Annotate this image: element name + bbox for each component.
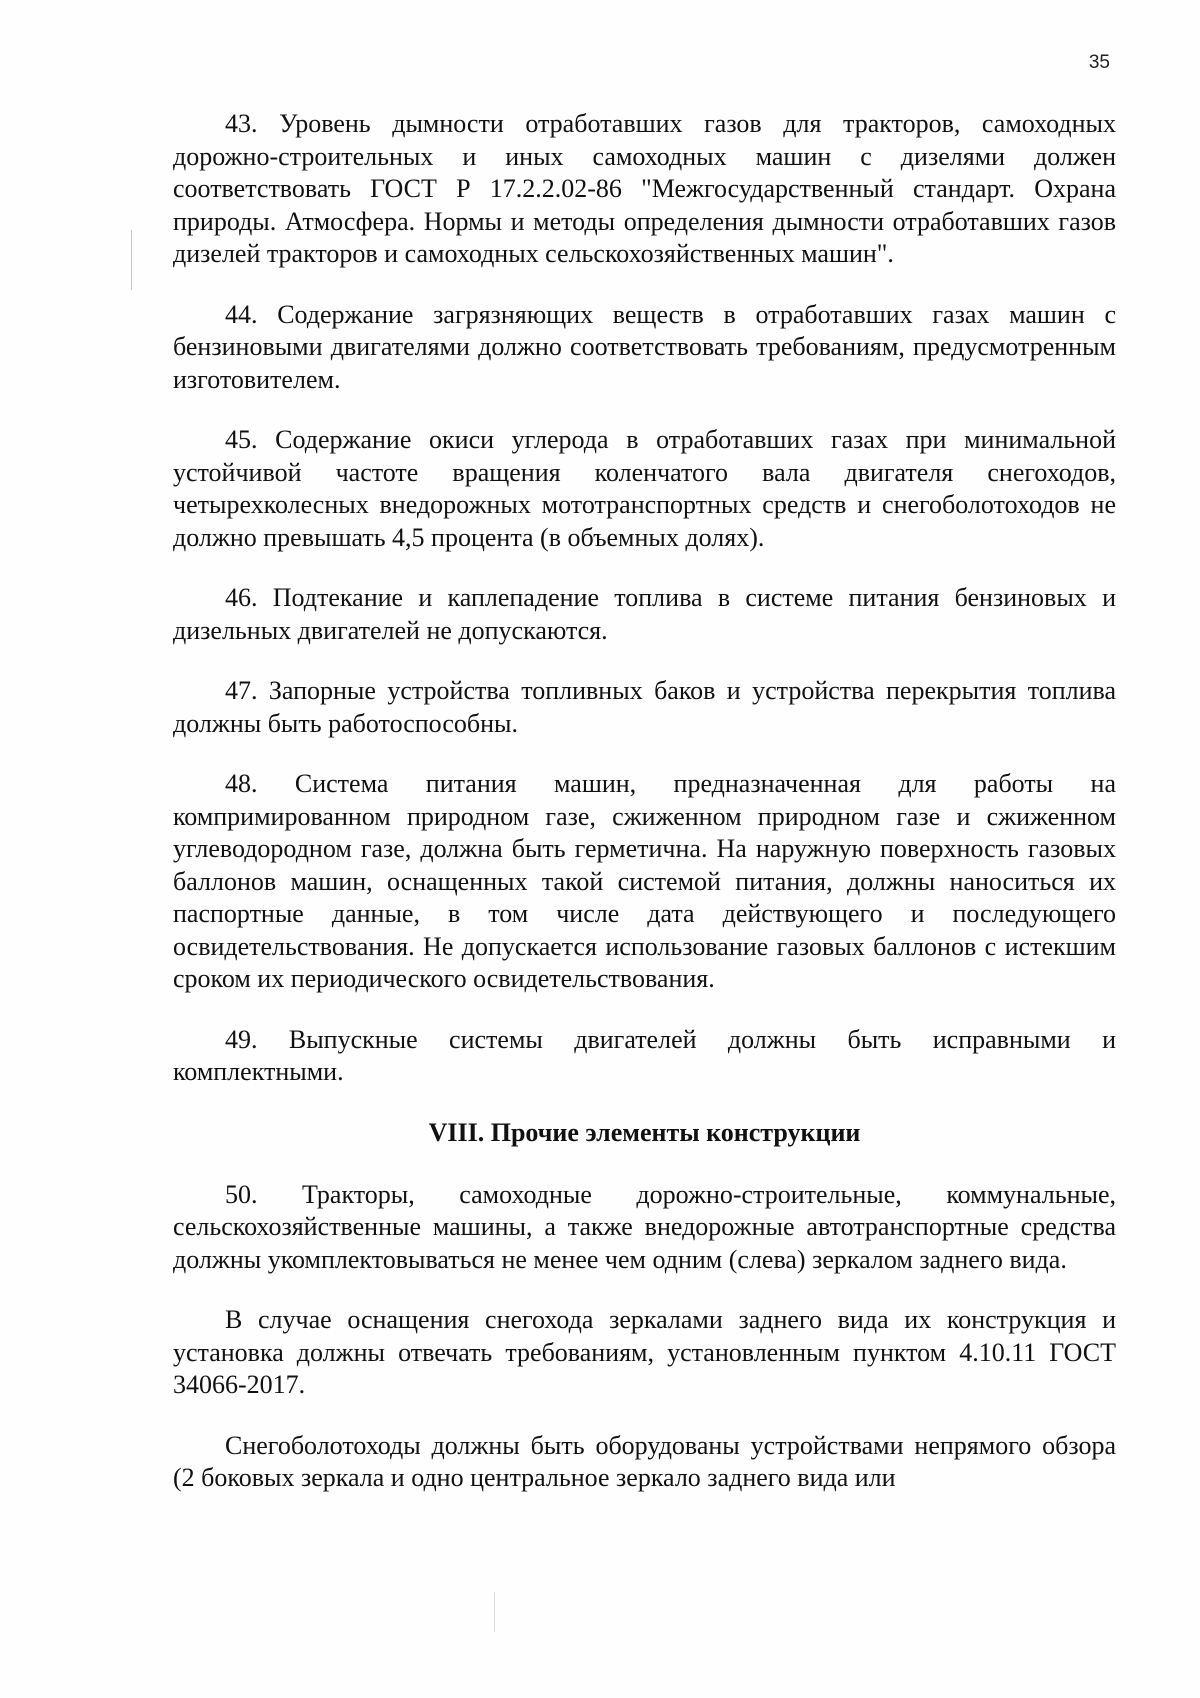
paragraph-snowmobile-mirrors: В случае оснащения снегохода зеркалами заднего вида их конструкция и установка должны отвечать требованиям, установленным пунктом 4.10.11 ГОСТ 34066-2017. [173,1305,1116,1399]
paragraph-49: 49. Выпускные системы двигателей должны быть исправными и комплектными. [173,1024,1116,1086]
paragraph-47: 47. Запорные устройства топливных баков и устройства перекрытия топлива должны быть работоспособны. [173,676,1116,738]
paragraph-46: 46. Подтекание и каплепадение топлива в системе питания бензиновых и дизельных двигателей не допускаются. [173,583,1116,645]
section-heading: VIII. Прочие элементы конструкции [428,1117,861,1147]
paragraph-43: 43. Уровень дымности отработавших газов для тракторов, самоходных дорожно-строительных и иных самоходных машин с дизелями должен соответствовать ГОСТ Р 17.2.2.02-86 "Межгосударственный стандарт. Охрана природы. Атмосфера. Нормы и методы определения дымности отработавших газов дизелей тракторов и самоходных сельскохозяйственных машин". [173,109,1116,268]
paragraph-44: 44. Содержание загрязняющих веществ в отработавших газах машин с бензиновыми двигателями должно соответствовать требованиям, предусмотренным изготовителем. [173,299,1116,394]
paragraph-swamp-vehicles: Снегоболотоходы должны быть оборудованы устройствами непрямого обзора (2 боковых зеркала и одно центральное зеркало заднего вида или [173,1430,1116,1492]
scan-artifact-mark [494,1592,495,1632]
scan-artifact-mark [131,230,132,290]
paragraph-50: 50. Тракторы, самоходные дорожно-строительные, коммунальные, сельскохозяйственные машины, а также внедорожные автотранспортные средства должны укомплектовываться не менее чем одним (слева) зеркалом заднего вида. [173,1179,1116,1274]
page-number: 35 [1088,52,1110,73]
paragraph-48: 48. Система питания машин, предназначенная для работы на компримированном природном газе, сжиженном природном газе и сжиженном углеводородном газе, должна быть герметична. На наружную поверхность газовых баллонов машин, оснащенных такой системой питания, должны наноситься их паспортные данные, в том числе дата действующего и последующего освидетельствования. Не допускается использование газовых баллонов с истекшим сроком их периодического освидетельствования. [173,769,1116,993]
document-body [173,108,1116,1521]
paragraph-45: 45. Содержание окиси углерода в отработавших газах при минимальной устойчивой частоте вращения коленчатого вала двигателя снегоходов, четырехколесных внедорожных мототранспортных средств и снегоболотоходов не должно превышать 4,5 процента (в объемных долях). [173,425,1116,552]
